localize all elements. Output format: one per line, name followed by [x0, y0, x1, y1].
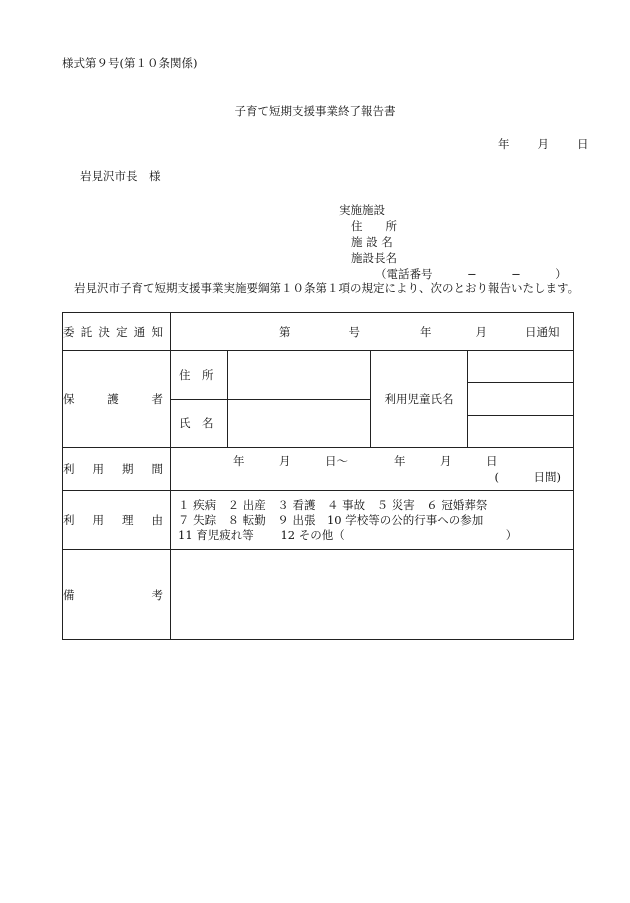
name-field[interactable] — [228, 399, 371, 448]
document-title: 子育て短期支援事業終了報告書 — [234, 104, 396, 118]
sender-facility-name: 施 設 名 — [351, 235, 393, 249]
report-date — [498, 137, 589, 151]
remarks-label — [63, 550, 171, 640]
row-period — [63, 448, 574, 491]
label-char: 通 — [133, 324, 146, 339]
label-char: 護 — [107, 392, 119, 406]
contract-notice-label-text — [63, 324, 170, 340]
row-reason — [63, 491, 574, 550]
label-char: 保 — [63, 392, 75, 406]
period-label-text — [63, 461, 170, 477]
guardian-label — [63, 351, 171, 448]
sender-director: 施設長名 — [351, 251, 397, 265]
period-value — [171, 448, 574, 491]
child-name-label: 利用児童氏名 — [371, 351, 468, 448]
label-char: 知 — [151, 324, 163, 339]
label-char: 委 — [63, 324, 75, 339]
notice-no: 第 — [279, 324, 291, 339]
notice-month: 月 — [475, 324, 487, 339]
date-month: 月 — [537, 137, 549, 151]
label-char: 間 — [151, 462, 163, 476]
label-char: 用 — [92, 513, 104, 527]
address-label: 住 所 — [171, 351, 228, 400]
intro-text: 岩見沢市子育て短期支援事業実施要綱第１０条第１項の規定により、次のとおり報告いたします。 — [74, 281, 580, 295]
reason-line-3: 11 育児疲れ等 12 その他（ ） — [178, 527, 518, 542]
label-char: 決 — [98, 324, 110, 339]
label-char: 由 — [151, 513, 163, 527]
child-name-field-1[interactable] — [468, 351, 573, 383]
row-guardian-address — [63, 351, 574, 400]
remarks-label-text — [63, 587, 170, 603]
contract-notice-label — [63, 313, 171, 351]
child-name-field-2[interactable] — [468, 383, 573, 416]
reason-line-2: ７ 失踪 ８ 転勤 ９ 出張 10 学校等の公的行事への参加 — [178, 512, 484, 527]
label-char: 用 — [92, 462, 104, 476]
notice-year: 年 — [420, 324, 432, 339]
period-label — [63, 448, 171, 491]
reason-line-1: １ 疾病 ２ 出産 ３ 看護 ４ 事故 ５ 災害 ６ 冠婚葬祭 — [178, 497, 488, 512]
period-line-1: 年 月 日〜 年 月 日 — [233, 454, 498, 468]
label-char: 定 — [116, 324, 128, 339]
label-char: 考 — [151, 587, 163, 602]
label-char: 期 — [122, 462, 134, 476]
addressee: 岩見沢市長 様 — [80, 169, 161, 183]
label-char: 備 — [63, 587, 75, 602]
contract-notice-value — [171, 313, 574, 351]
notice-go: 号 — [348, 324, 360, 339]
label-char: 利 — [63, 462, 75, 476]
row-contract-notice — [63, 313, 574, 351]
period-line-2: ( 日間) — [494, 470, 561, 484]
name-label: 氏 名 — [171, 399, 228, 448]
sender-phone: （電話番号 − − ） — [375, 267, 567, 281]
guardian-label-text — [63, 391, 170, 407]
row-remarks — [63, 550, 574, 640]
label-char: 利 — [63, 513, 75, 527]
child-name-field-3[interactable] — [468, 416, 573, 447]
label-char: 託 — [80, 324, 93, 339]
reason-options — [171, 491, 574, 550]
reason-label-text — [63, 512, 170, 528]
address-field[interactable] — [228, 351, 371, 400]
sender-address: 住 所 — [351, 219, 397, 233]
date-day: 日 — [577, 137, 589, 151]
form-number: 様式第９号(第１０条関係) — [62, 56, 198, 70]
label-char: 理 — [122, 513, 134, 527]
remarks-field[interactable] — [171, 550, 574, 640]
date-year: 年 — [498, 137, 510, 151]
sender-facility: 実施施設 — [339, 203, 385, 217]
label-char: 者 — [151, 392, 163, 406]
sender-block — [339, 202, 567, 282]
notice-day: 日通知 — [525, 324, 560, 339]
child-names — [468, 351, 574, 448]
reason-label — [63, 491, 171, 550]
report-table — [62, 312, 574, 640]
